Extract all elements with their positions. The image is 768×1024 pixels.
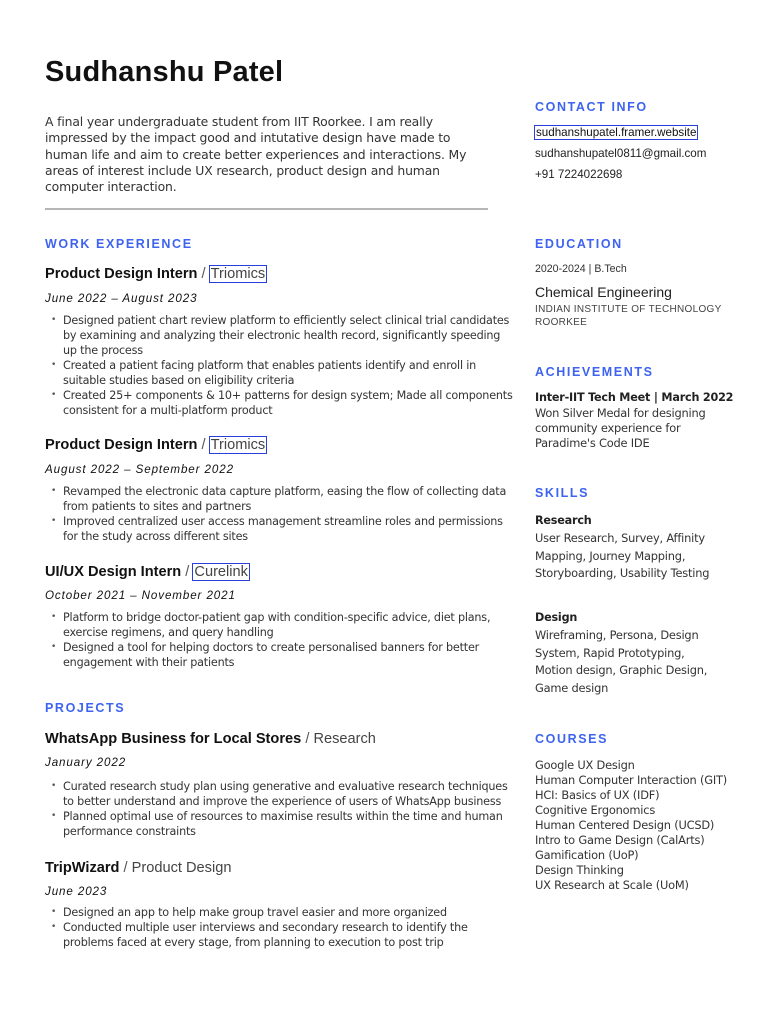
list-item: HCI: Basics of UX (IDF) <box>535 788 660 802</box>
email-text[interactable]: sudhanshupatel0811@gmail.com <box>535 147 707 160</box>
list-item: Google UX Design <box>535 758 635 772</box>
job-role: Product Design Intern <box>45 266 198 282</box>
list-item: • Designed a tool for helping doctors to create personalised banners for better engagement with their patients <box>45 640 515 670</box>
divider <box>45 208 488 210</box>
job-bullets <box>45 313 515 418</box>
list-item: Human Computer Interaction (GIT) <box>535 773 727 787</box>
project-title <box>45 731 376 747</box>
list-item: Human Centered Design (UCSD) <box>535 818 715 832</box>
project-separator: / <box>123 860 128 876</box>
summary-paragraph: A final year undergraduate student from IIT Roorkee. I am really impressed by the impact good and intutative design have made to human life and aim to create better experiences and interactions. My areas of interest include UX research, product design and human computer interaction. <box>45 114 467 195</box>
job-separator: / <box>201 266 206 282</box>
list-item: • Created a patient facing platform that enables patients identify and enroll in suitable studies based on eligibility criteria <box>45 358 515 388</box>
list-item: Cognitive Ergonomics <box>535 803 656 817</box>
project-category: Research <box>313 731 376 747</box>
job-separator: / <box>201 437 206 453</box>
project-title <box>45 860 231 876</box>
projects-heading: PROJECTS <box>45 701 126 715</box>
achievement-title: Inter-IIT Tech Meet | March 2022 <box>535 391 734 404</box>
project-dates: June 2023 <box>45 885 108 898</box>
education-institute: INDIAN INSTITUTE OF TECHNOLOGY ROORKEE <box>535 304 722 328</box>
project-name: WhatsApp Business for Local Stores <box>45 731 302 747</box>
courses-heading: COURSES <box>535 732 609 746</box>
education-years-degree <box>535 263 627 275</box>
project-category: Product Design <box>131 860 232 876</box>
job-separator: / <box>185 564 190 580</box>
project-bullets <box>45 905 515 950</box>
company-link-triomics[interactable]: Triomics <box>210 437 266 453</box>
education-years: 2020-2024 <box>535 263 586 275</box>
list-item: • Designed patient chart review platform to efficiently select clinical trial candidates by examining and analyzing their electronic health record, significantly speeding up the process <box>45 313 515 358</box>
job-bullets <box>45 610 515 670</box>
job-role: Product Design Intern <box>45 437 198 453</box>
project-bullets <box>45 779 515 839</box>
list-item: • Curated research study plan using generative and evaluative research techniques to better understand and improve the experience of users of WhatsApp business <box>45 779 515 809</box>
company-link-triomics[interactable]: Triomics <box>210 266 266 282</box>
education-degree: B.Tech <box>594 263 627 275</box>
project-separator: / <box>305 731 310 747</box>
list-item: Design Thinking <box>535 863 624 877</box>
list-item: • Created 25+ components & 10+ patterns for design system; Made all components consistent for a multi-platform product <box>45 388 515 418</box>
job-bullets <box>45 484 515 544</box>
project-dates: January 2022 <box>45 756 127 769</box>
skills-heading: SKILLS <box>535 486 590 500</box>
list-item: Intro to Game Design (CalArts) <box>535 833 705 847</box>
achievement-description: Won Silver Medal for designing community experience for Paradime's Code IDE <box>535 406 706 450</box>
education-major: Chemical Engineering <box>535 284 672 300</box>
website-link-text[interactable]: sudhanshupatel.framer.website <box>536 126 697 139</box>
achievements-heading: ACHIEVEMENTS <box>535 365 654 379</box>
job-dates: August 2022 – September 2022 <box>45 463 234 476</box>
skill-group-items: Wireframing, Persona, Design System, Rapid Prototyping, Motion design, Graphic Design, Game design <box>535 628 708 695</box>
work-experience-heading: WORK EXPERIENCE <box>45 237 193 251</box>
list-item: • Designed an app to help make group travel easier and more organized <box>45 905 515 920</box>
list-item: Gamification (UoP) <box>535 848 639 862</box>
courses-list <box>535 758 755 893</box>
website-link[interactable] <box>535 126 697 139</box>
skill-group-items: User Research, Survey, Affinity Mapping, Journey Mapping, Storyboarding, Usability Testing <box>535 531 710 580</box>
job-title <box>45 564 249 580</box>
list-item: • Revamped the electronic data capture platform, easing the flow of collecting data from patients to sites and partners <box>45 484 515 514</box>
job-dates: October 2021 – November 2021 <box>45 589 236 602</box>
skill-group-title: Research <box>535 514 592 527</box>
job-role: UI/UX Design Intern <box>45 564 182 580</box>
job-dates: June 2022 – August 2023 <box>45 292 198 305</box>
contact-info-heading: CONTACT INFO <box>535 100 648 114</box>
company-link-curelink[interactable]: Curelink <box>194 564 248 580</box>
skill-group-title: Design <box>535 611 578 624</box>
job-title <box>45 266 266 282</box>
project-name: TripWizard <box>45 860 120 876</box>
job-title <box>45 437 266 453</box>
phone-text: +91 7224022698 <box>535 168 623 181</box>
education-separator: | <box>588 263 592 275</box>
list-item: • Conducted multiple user interviews and secondary research to identify the problems faced at every stage, from planning to execution to post trip <box>45 920 515 950</box>
resume-name: Sudhanshu Patel <box>45 56 284 88</box>
list-item: UX Research at Scale (UoM) <box>535 878 689 892</box>
education-heading: EDUCATION <box>535 237 623 251</box>
list-item: • Platform to bridge doctor-patient gap with condition-specific advice, diet plans, exercise regimens, and query handling <box>45 610 515 640</box>
list-item: • Planned optimal use of resources to maximise results within the time and human performance constraints <box>45 809 515 839</box>
list-item: • Improved centralized user access management streamline roles and permissions for the study across different sites <box>45 514 515 544</box>
